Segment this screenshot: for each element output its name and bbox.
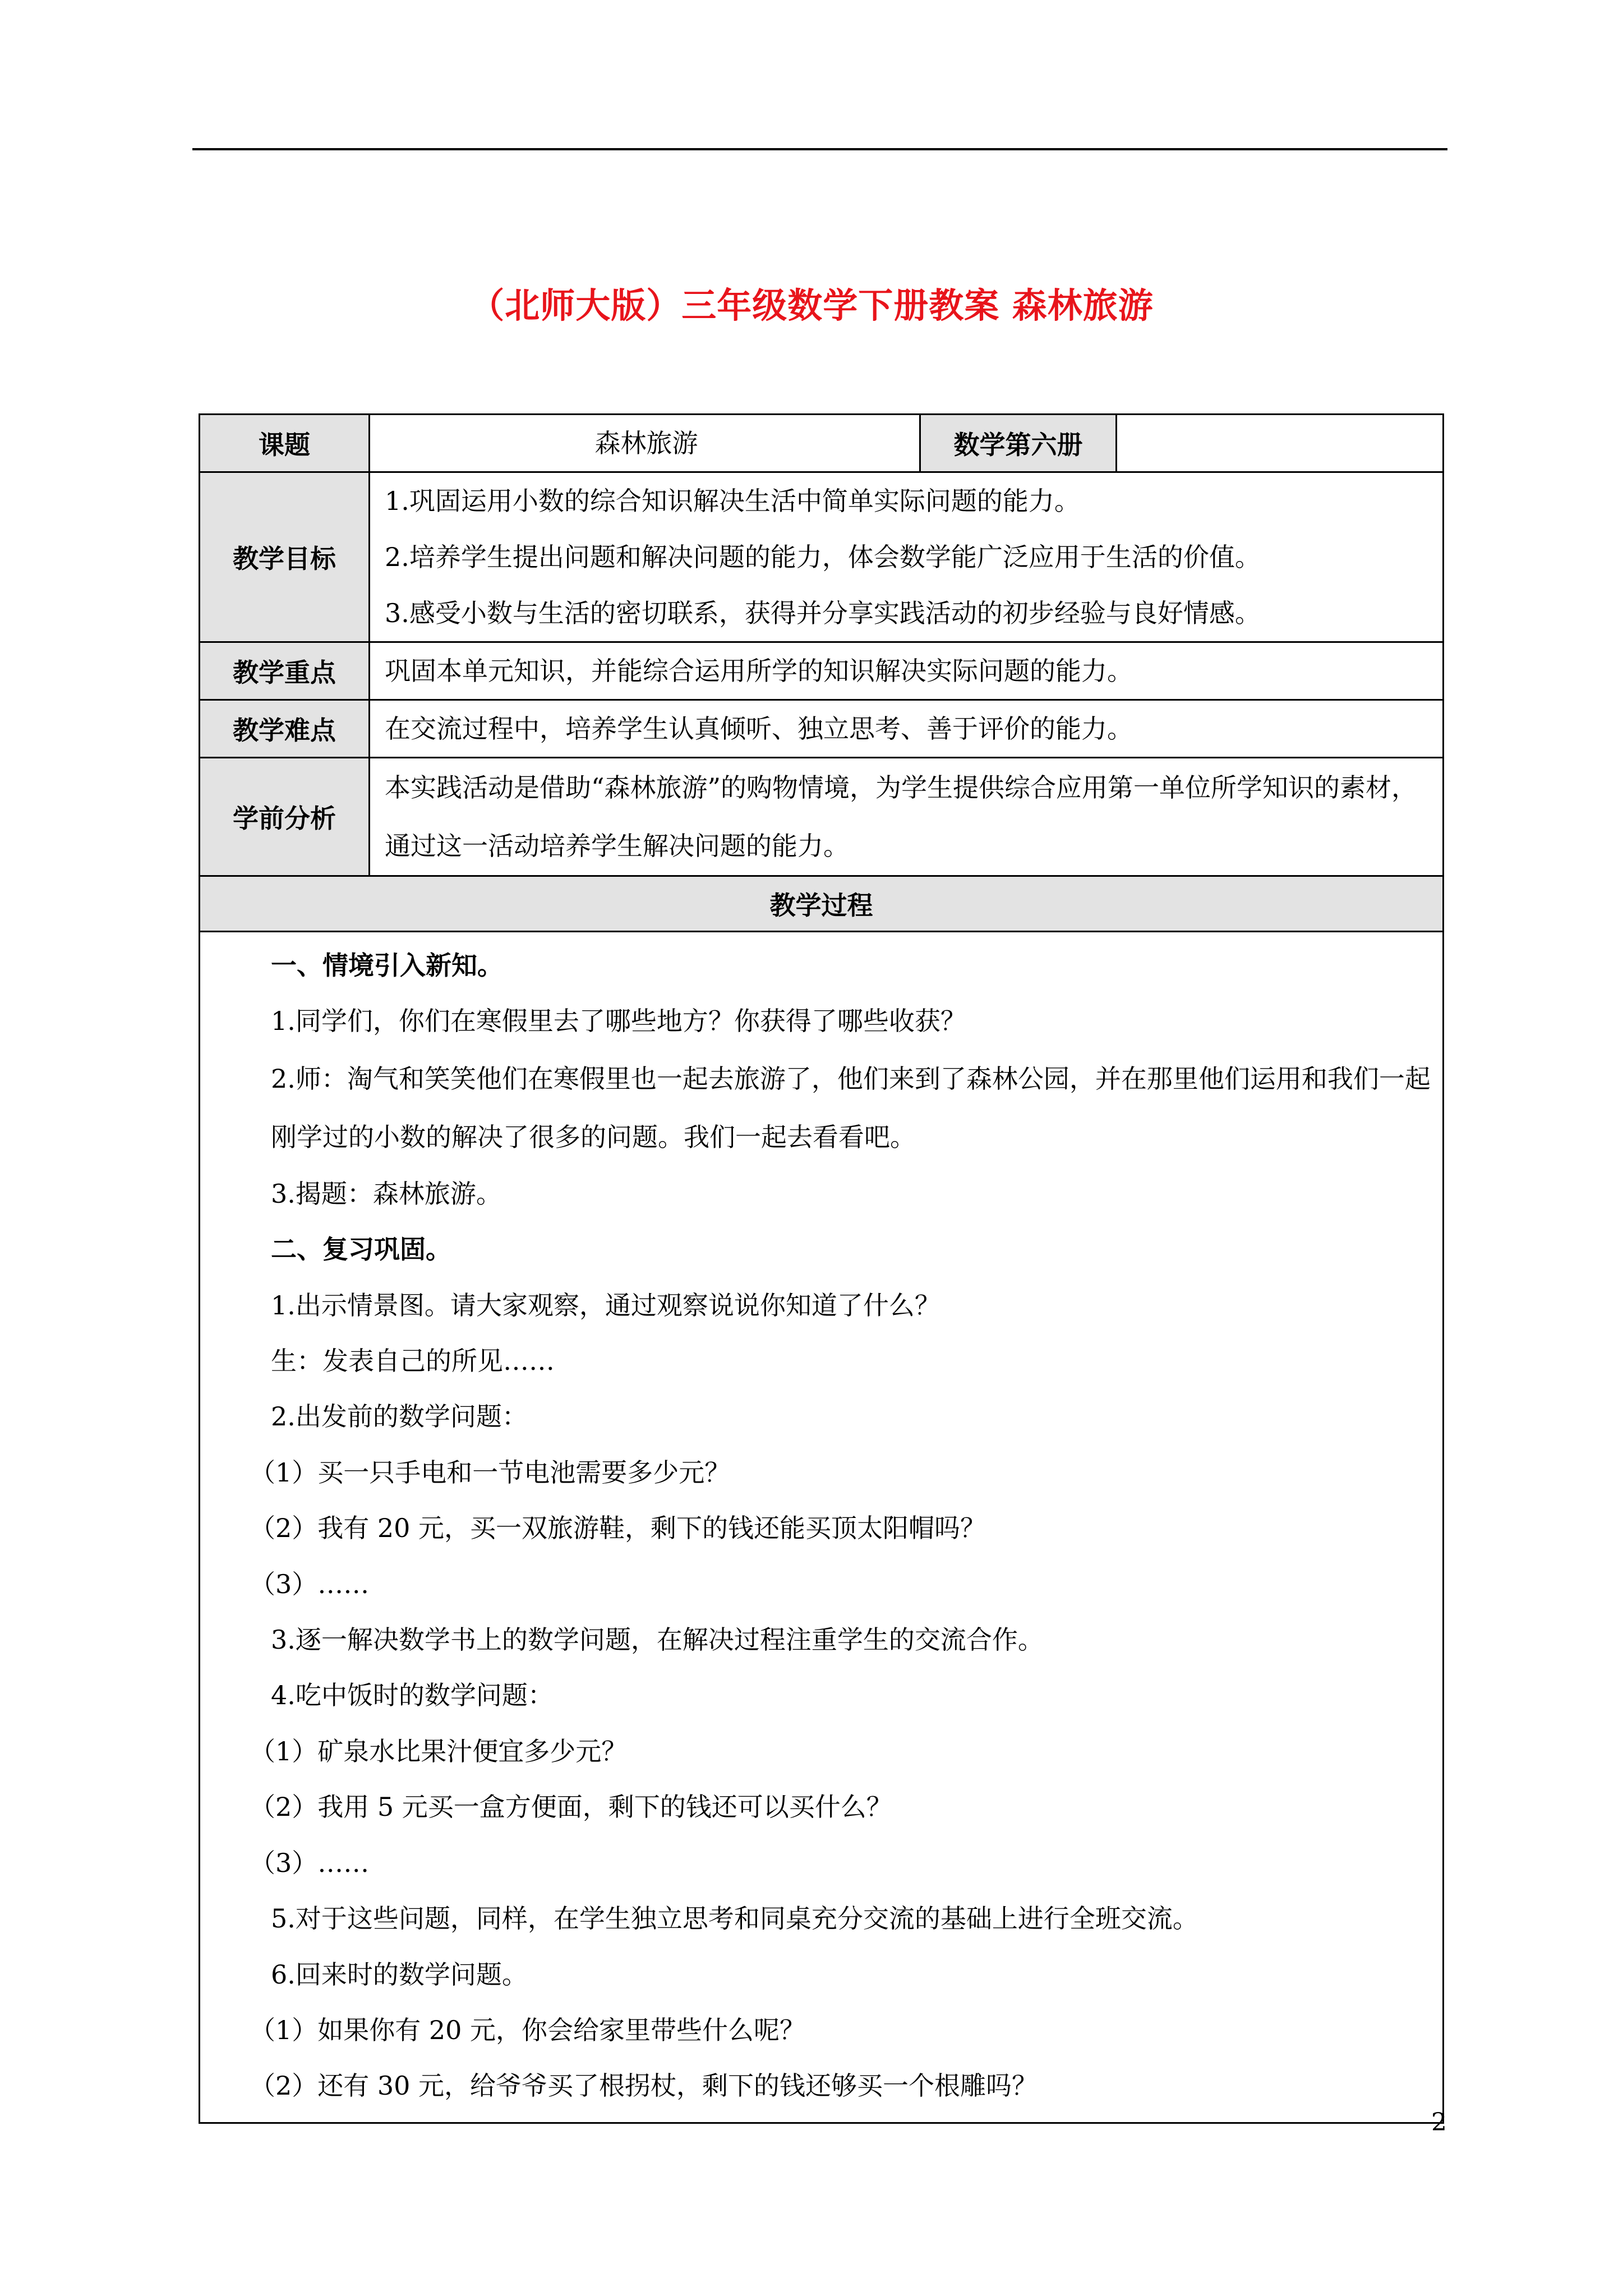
section-heading: 二、复习巩固。 bbox=[271, 1234, 451, 1265]
header-rule bbox=[192, 148, 1447, 150]
goals-cell bbox=[370, 472, 1444, 642]
goal-item: 3.感受小数与生活的密切联系，获得并分享实践活动的初步经验与良好情感。 bbox=[385, 598, 1261, 628]
topic-row bbox=[200, 415, 1444, 472]
process-question: （2）我有 20 元，买一双旅游鞋，剩下的钱还能买顶太阳帽吗？ bbox=[250, 1513, 986, 1544]
process-row bbox=[200, 932, 1444, 2123]
key-label: 教学重点 bbox=[200, 642, 370, 700]
difficulty-value: 在交流过程中，培养学生认真倾听、独立思考、善于评价的能力。 bbox=[370, 700, 1444, 758]
page-number: 2 bbox=[1431, 2108, 1447, 2137]
process-question: （1）矿泉水比果汁便宜多少元？ bbox=[250, 1736, 628, 1766]
book-label: 数学第六册 bbox=[920, 415, 1117, 472]
process-item: 6.回来时的数学问题。 bbox=[271, 1959, 528, 1990]
difficulty-row bbox=[200, 700, 1444, 758]
goal-item: 2.培养学生提出问题和解决问题的能力，体会数学能广泛应用于生活的价值。 bbox=[385, 542, 1261, 572]
topic-value: 森林旅游 bbox=[370, 415, 920, 472]
analysis-label: 学前分析 bbox=[200, 758, 370, 876]
process-item: 2.师：淘气和笑笑他们在寒假里也一起去旅游了，他们来到了森林公园，并在那里他们运用和我们一起刚学过的小数的解决了很多的问题。我们一起去看看吧。 bbox=[271, 1063, 1431, 1152]
process-question: （2）我用 5 元买一盒方便面，剩下的钱还可以买什么？ bbox=[250, 1792, 892, 1823]
book-value bbox=[1117, 415, 1444, 472]
lesson-plan-table bbox=[199, 413, 1444, 2124]
process-item: 5.对于这些问题，同样，在学生独立思考和同桌充分交流的基础上进行全班交流。 bbox=[271, 1903, 1198, 1934]
process-item: 4.吃中饭时的数学问题： bbox=[271, 1680, 554, 1711]
key-row bbox=[200, 642, 1444, 700]
process-item: 2.出发前的数学问题： bbox=[271, 1401, 528, 1432]
key-value: 巩固本单元知识，并能综合运用所学的知识解决实际问题的能力。 bbox=[370, 642, 1444, 700]
process-item: 生：发表自己的所见…… bbox=[271, 1346, 555, 1377]
process-question: （1）买一只手电和一节电池需要多少元？ bbox=[250, 1457, 731, 1488]
analysis-text: 本实践活动是借助“森林旅游”的购物情境，为学生提供综合应用第一单位所学知识的素材，通过这一活动培养学生解决问题的能力。 bbox=[385, 772, 1418, 861]
process-content bbox=[200, 932, 1444, 2123]
analysis-value bbox=[370, 758, 1444, 876]
process-header-row bbox=[200, 876, 1444, 932]
process-question: （3）…… bbox=[250, 1847, 370, 1878]
goal-item: 1.巩固运用小数的综合知识解决生活中简单实际问题的能力。 bbox=[385, 486, 1080, 516]
process-item: 3.逐一解决数学书上的数学问题，在解决过程注重学生的交流合作。 bbox=[271, 1625, 1044, 1655]
process-question: （3）…… bbox=[250, 1568, 370, 1599]
process-item: 1.出示情景图。请大家观察，通过观察说说你知道了什么？ bbox=[271, 1290, 940, 1320]
process-question: （1）如果你有 20 元，你会给家里带些什么呢？ bbox=[250, 2014, 806, 2045]
process-label: 教学过程 bbox=[200, 876, 1444, 932]
goals-row bbox=[200, 472, 1444, 642]
process-question: （2）还有 30 元，给爷爷买了根拐杖，剩下的钱还够买一个根雕吗？ bbox=[250, 2070, 1038, 2101]
section-heading: 一、情境引入新知。 bbox=[271, 950, 503, 981]
process-item: 3.揭题：森林旅游。 bbox=[271, 1178, 502, 1209]
topic-label: 课题 bbox=[200, 415, 370, 472]
difficulty-label: 教学难点 bbox=[200, 700, 370, 758]
process-item: 1.同学们，你们在寒假里去了哪些地方？你获得了哪些收获？ bbox=[271, 1006, 966, 1037]
analysis-row bbox=[200, 758, 1444, 876]
goals-label: 教学目标 bbox=[200, 472, 370, 642]
document-title: （北师大版）三年级数学下册教案 森林旅游 bbox=[469, 285, 1154, 326]
